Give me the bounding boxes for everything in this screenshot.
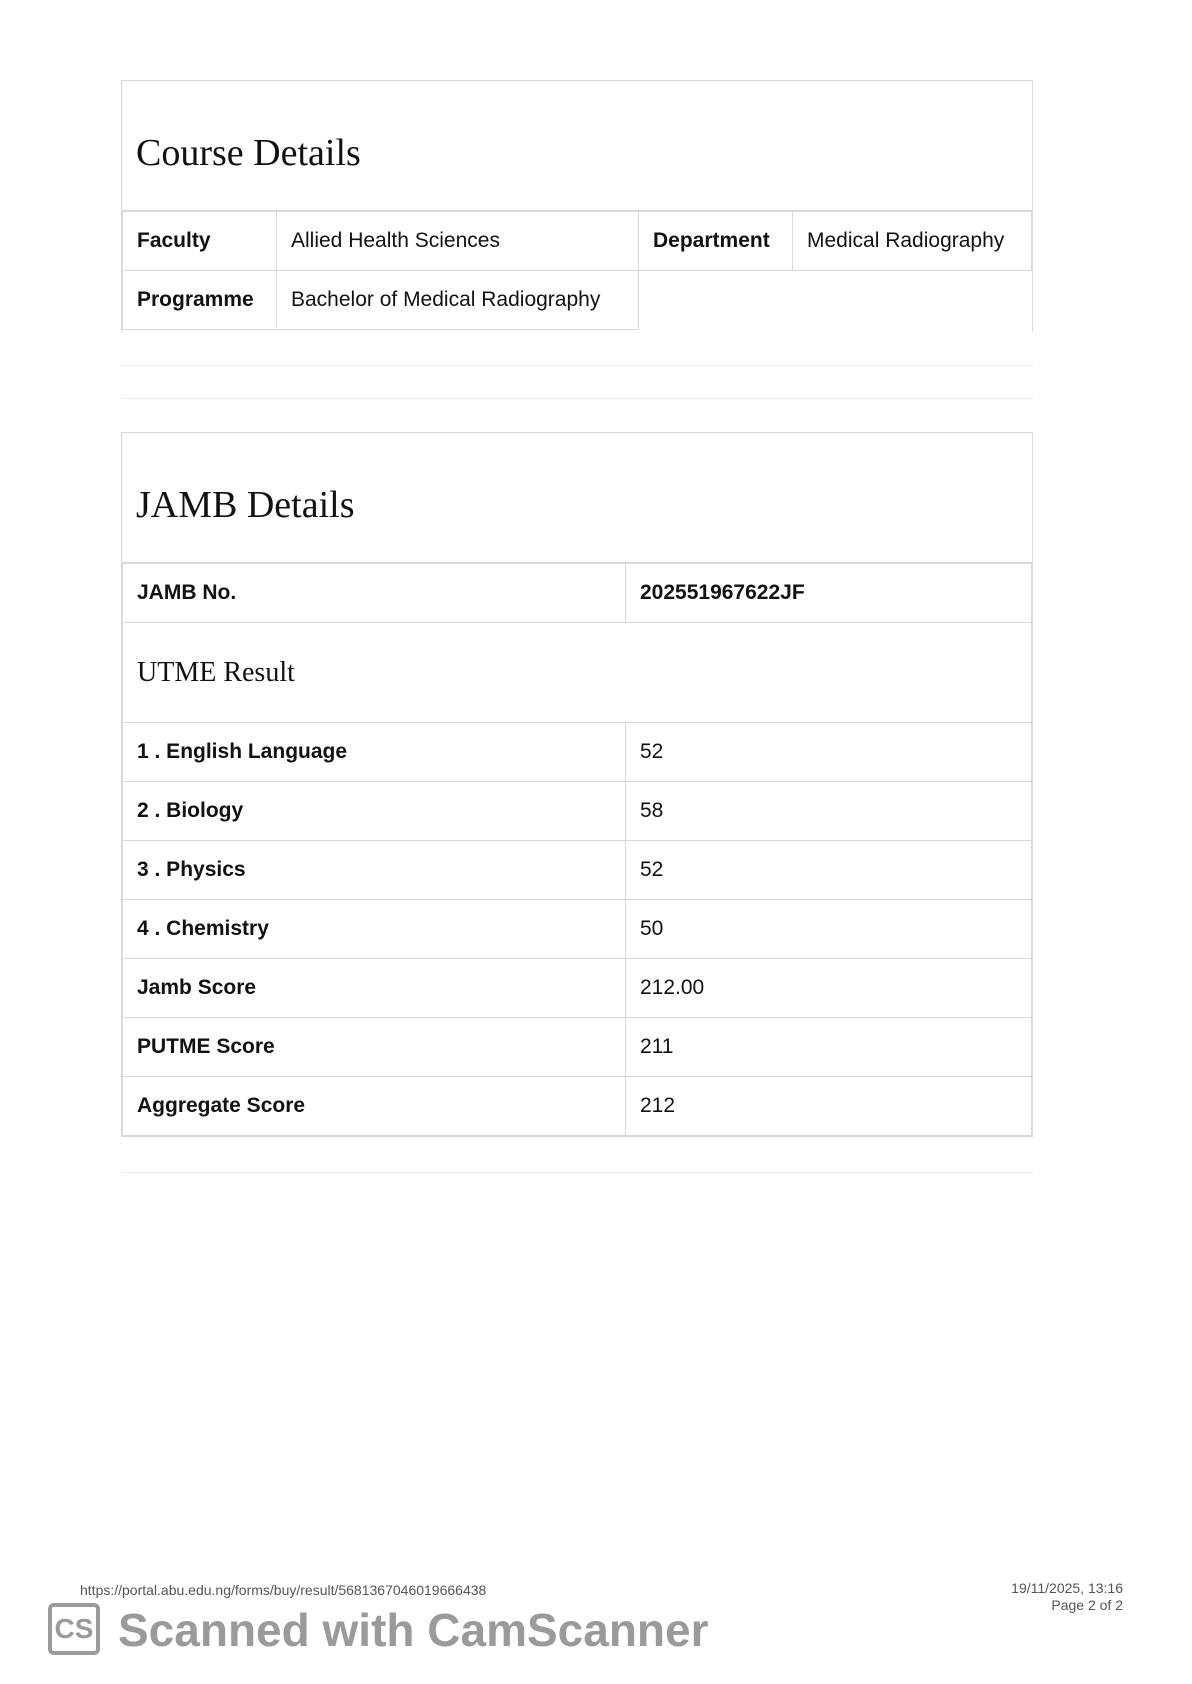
- table-row: [123, 959, 1032, 1018]
- jamb-details-title: JAMB Details: [122, 433, 1032, 563]
- divider: [121, 1172, 1033, 1173]
- jamb-score-label: Jamb Score: [123, 959, 626, 1018]
- divider: [121, 365, 1033, 366]
- jamb-details-table: [122, 563, 1032, 1136]
- empty-cell: [639, 271, 793, 330]
- course-details-table: [122, 211, 1032, 330]
- faculty-label: Faculty: [123, 212, 277, 271]
- subject-label: 2 . Biology: [123, 782, 626, 841]
- table-row: [123, 723, 1032, 782]
- table-row: [123, 900, 1032, 959]
- empty-cell: [793, 271, 1032, 330]
- table-row: [123, 1018, 1032, 1077]
- table-row: [123, 782, 1032, 841]
- subject-label: 3 . Physics: [123, 841, 626, 900]
- course-details-title: Course Details: [122, 81, 1032, 211]
- subject-label: 4 . Chemistry: [123, 900, 626, 959]
- aggregate-score-value: 212: [626, 1077, 1032, 1136]
- jamb-no-value: 202551967622JF: [626, 564, 1032, 623]
- jamb-details-panel: [121, 432, 1033, 1137]
- putme-score-label: PUTME Score: [123, 1018, 626, 1077]
- camscanner-logo-icon: CS: [48, 1603, 100, 1655]
- table-row: [123, 1077, 1032, 1136]
- jamb-no-label: JAMB No.: [123, 564, 626, 623]
- subject-score: 58: [626, 782, 1032, 841]
- faculty-value: Allied Health Sciences: [277, 212, 639, 271]
- print-info: [1011, 1580, 1123, 1614]
- subject-label: 1 . English Language: [123, 723, 626, 782]
- department-label: Department: [639, 212, 793, 271]
- page-number: Page 2 of 2: [1051, 1597, 1123, 1613]
- course-details-panel: [121, 80, 1033, 332]
- subject-score: 50: [626, 900, 1032, 959]
- jamb-score-value: 212.00: [626, 959, 1032, 1018]
- table-row: [123, 841, 1032, 900]
- utme-result-title: UTME Result: [123, 623, 1032, 723]
- camscanner-watermark: Scanned with CamScanner: [118, 1604, 709, 1656]
- department-value: Medical Radiography: [793, 212, 1032, 271]
- page-url: https://portal.abu.edu.ng/forms/buy/result/5681367046019666438: [80, 1582, 487, 1598]
- aggregate-score-label: Aggregate Score: [123, 1077, 626, 1136]
- programme-value: Bachelor of Medical Radiography: [277, 271, 639, 330]
- subject-score: 52: [626, 841, 1032, 900]
- programme-label: Programme: [123, 271, 277, 330]
- putme-score-value: 211: [626, 1018, 1032, 1077]
- divider: [121, 398, 1033, 399]
- subject-score: 52: [626, 723, 1032, 782]
- print-datetime: 19/11/2025, 13:16: [1011, 1580, 1123, 1596]
